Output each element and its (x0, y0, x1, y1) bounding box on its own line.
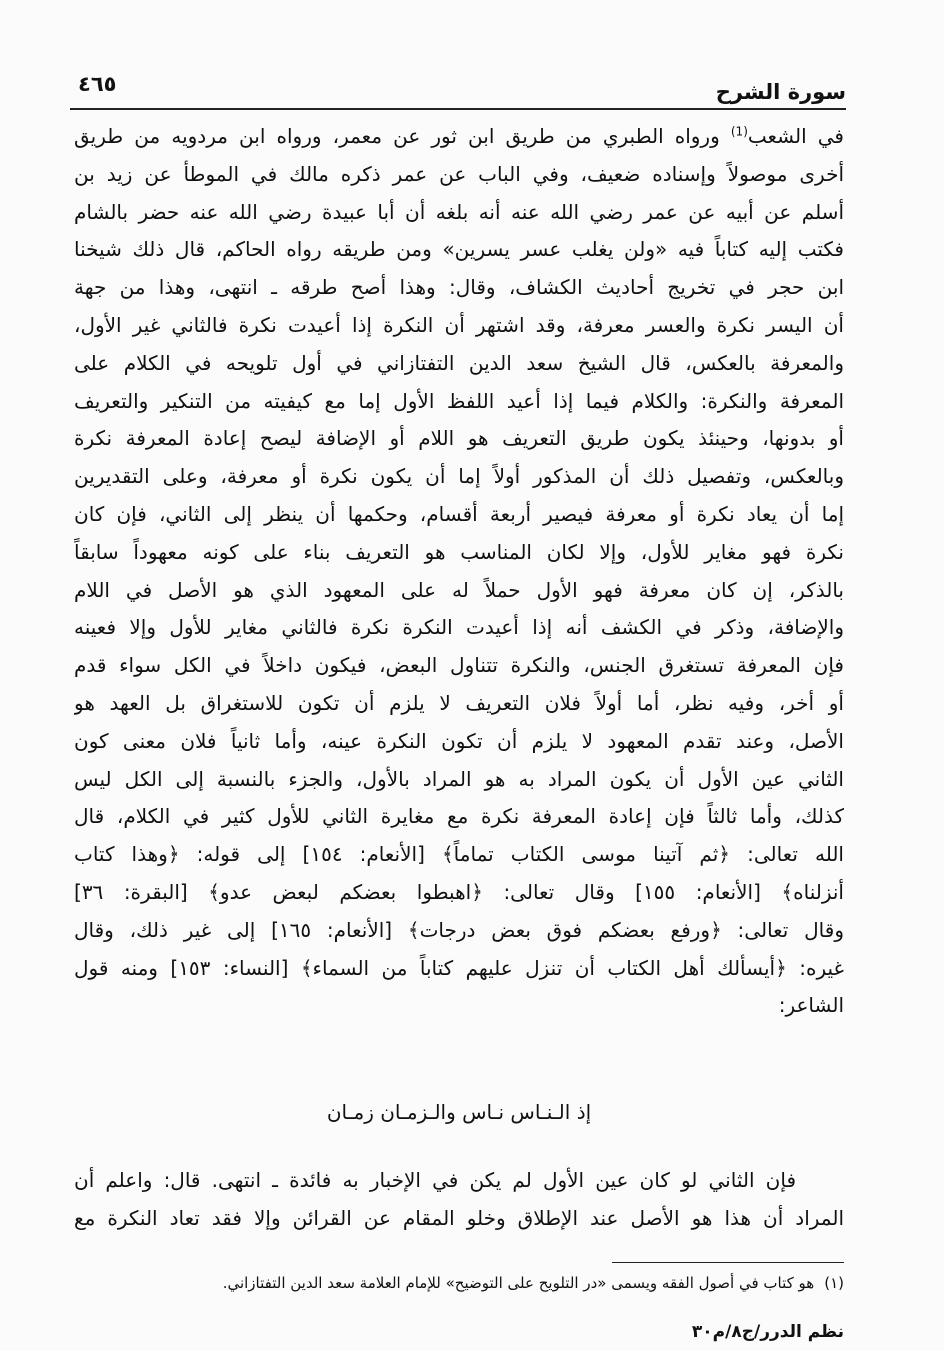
text-line: وقال تعالى: ﴿ورفع بعضكم فوق بعض درجات﴾ [الأنعام: ١٦٥] إلى غير ذلك، وقال (74, 917, 844, 942)
footnote-mark: (١) (824, 1274, 844, 1292)
main-text (74, 118, 844, 1025)
text-line: كذلك، وأما ثالثاً فإن إعادة المعرفة نكرة مع مغايرة الثاني للأول كثير في الكلام، قال (74, 804, 844, 829)
text-line: أسلم عن أبيه عن عمر رضي الله عنه أنه بلغه أن أبا عبيدة رضي الله عنه حضر بالشام (74, 199, 844, 224)
footnote-reference[interactable]: (1) (730, 124, 748, 139)
poetry-verse: إذ الـنـاس نـاس والـزمـان زمـان (326, 1100, 592, 1124)
footnote-separator (612, 1262, 844, 1263)
text-line: إما أن يعاد نكرة أو معرفة فيصير أربعة أقسام، وحكمها أن ينظر إلى الثاني، فإن كان (74, 501, 844, 526)
header-rule (70, 108, 846, 110)
text-line: أخرى موصولاً وإسناده ضعيف، وفي الباب عن عمر ذكره مالك في الموطأ عن زيد بن (74, 161, 844, 186)
text-line: المعرفة والنكرة: والكلام فيما إذا أعيد اللفظ الأول إما مع كيفيته من التنكير والتعريف (74, 388, 844, 413)
footnote (74, 1274, 844, 1292)
text-line: الله تعالى: ﴿ثم آتينا موسى الكتاب تماماً﴾ [الأنعام: ١٥٤] إلى قوله: ﴿وهذا كتاب (74, 842, 844, 867)
text-line: المراد أن هذا هو الأصل عند الإطلاق وخلو المقام عن القرائن وإلا فقد تعاد النكرة مع (74, 1205, 844, 1230)
text-line: ابن حجر في تخريج أحاديث الكشاف، وقال: وهذا أصح طرقه ـ انتهى، وهذا من جهة (74, 275, 844, 300)
printer-signature: نظم الدرر/ج٨/م٣٠ (691, 1322, 844, 1342)
text-line: أو أخر، وفيه نظر، أما أولاً فلان التعريف لا يلزم أن تكون للاستغراق بل العهد هو (74, 690, 844, 715)
text-line: أن اليسر نكرة والعسر معرفة، وقد اشتهر أن النكرة إذا أعيدت نكرة فالثاني غير الأول، (74, 312, 844, 337)
text-line: الشاعر: (778, 993, 844, 1018)
text-line: في الشعب$^{(1)}$ ورواه الطبري من طريق ابن ثور عن معمر، ورواه ابن مردويه من طريق (74, 124, 844, 148)
running-title: سورة الشرح (715, 80, 846, 104)
text-line: غيره: ﴿أيسألك أهل الكتاب أن تنزل عليهم كتاباً من السماء﴾ [النساء: ١٥٣] ومنه قول (74, 955, 844, 980)
text-line: بالذكر، إن كان معرفة فهو الأول حملاً له على المعهود الذي هو الأصل في اللام (74, 577, 844, 602)
text-line: الثاني عين الأول أن يكون المراد به هو المراد بالأول، والجزء بالنسبة إلى الكل ليس (74, 766, 844, 791)
text-line: نكرة فهو مغاير للأول، وإلا لكان المناسب هو التعريف بناء على كونه معهوداً سابقاً (74, 539, 844, 564)
text-line: فإن الثاني لو كان عين الأول لم يكن في الإخبار به فائدة ـ انتهى. قال: واعلم أن (74, 1168, 796, 1192)
continuation-text (74, 1160, 844, 1236)
text-line: والمعرفة بالعكس، قال الشيخ سعد الدين التفتازاني في أول تلويحه في الكلام على (74, 350, 844, 375)
text-line: والإضافة، وذكر في الكشف أنه إذا أعيدت النكرة نكرة فالثاني مغاير للأول وإلا فعينه (74, 615, 844, 640)
text-line: الأصل، وعند تقدم المعهود لا يلزم أن تكون النكرة عينه، وأما ثانياً فلان معنى كون (74, 728, 844, 753)
text-line: أنزلناه﴾ [الأنعام: ١٥٥] وقال تعالى: ﴿اهبطوا بعضكم لبعض عدو﴾ [البقرة: ٣٦] (74, 879, 844, 904)
text-line: فإن المعرفة تستغرق الجنس، والنكرة تتناول البعض، فيكون داخلاً في الكل سواء قدم (74, 653, 844, 678)
page-header (70, 60, 846, 110)
text-line: وبالعكس، وتفصيل ذلك أن المذكور أولاً إما أن يكون نكرة أو معرفة، وعلى التقديرين (74, 464, 844, 489)
text-line: فكتب إليه كتاباً فيه «ولن يغلب عسر يسرين» ومن طريقه رواه الحاكم، قال ذلك شيخنا (74, 237, 844, 262)
page-number: ٤٦٥ (78, 72, 117, 96)
footnote-text: هو كتاب في أصول الفقه ويسمى «در التلويح على التوضيح» للإمام العلامة سعد الدين التفتازاني. (222, 1274, 815, 1292)
text-line: أو بدونها، وحينئذ يكون طريق التعريف هو اللام أو الإضافة ليصح إعادة المعرفة نكرة (74, 426, 844, 451)
